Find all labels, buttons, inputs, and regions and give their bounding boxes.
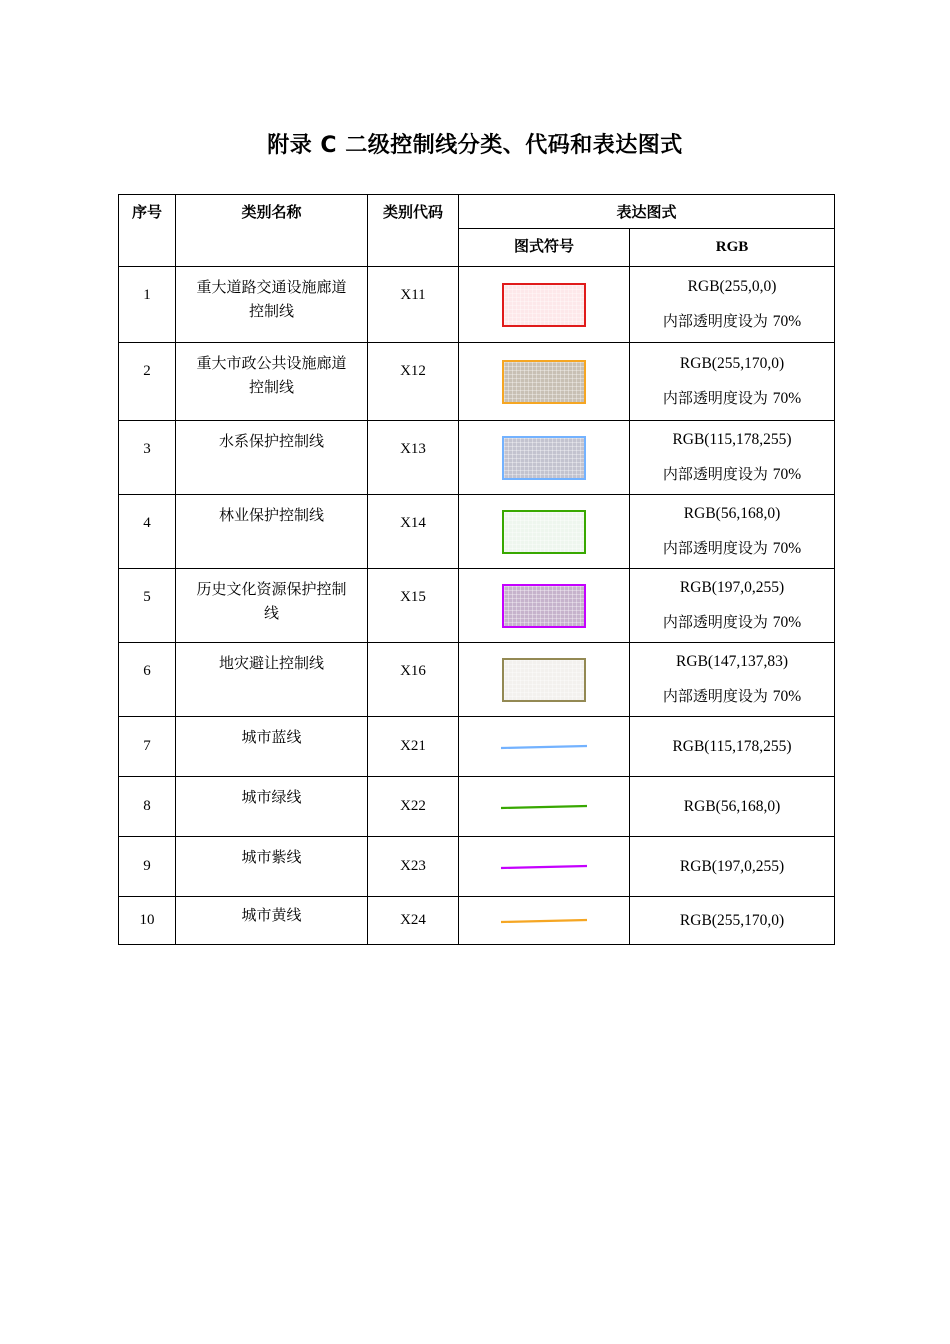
transparency-value: 70% [772, 614, 802, 631]
row-seq: 8 [119, 777, 176, 837]
row-category-code: X13 [368, 421, 459, 495]
transparency-label: 内部透明度设为 [662, 539, 768, 557]
rgb-value: RGB(197,0,255) [679, 857, 785, 875]
rgb-value: RGB(255,0,0) [687, 278, 777, 295]
row-rgb-cell [630, 777, 835, 837]
row-category-name: 地灾避让控制线 [176, 643, 368, 717]
row-seq: 9 [119, 837, 176, 897]
rgb-value: RGB(56,168,0) [683, 505, 781, 522]
row-category-name: 林业保护控制线 [176, 495, 368, 569]
row-rgb-cell [630, 495, 835, 569]
rgb-value: RGB(147,137,83) [676, 653, 788, 670]
row-symbol-cell [459, 897, 630, 945]
rgb-value: RGB(115,178,255) [672, 431, 792, 448]
row-category-code: X16 [368, 643, 459, 717]
table-row [119, 717, 835, 777]
transparency-label: 内部透明度设为 [662, 312, 768, 330]
transparency-value: 70% [772, 688, 802, 705]
row-category-code: X23 [368, 837, 459, 897]
row-category-name: 城市绿线 [176, 777, 368, 837]
row-rgb-cell [630, 717, 835, 777]
rgb-value: RGB(197,0,255) [679, 579, 785, 596]
control-line-table [118, 194, 835, 945]
row-symbol-cell [459, 267, 630, 343]
line-symbol [499, 918, 589, 924]
row-category-code: X24 [368, 897, 459, 945]
header-code: 类别代码 [368, 195, 459, 267]
line-symbol-stroke [501, 866, 587, 868]
row-rgb-cell [630, 421, 835, 495]
header-symbol: 图式符号 [459, 229, 630, 267]
header-expression: 表达图式 [459, 195, 835, 229]
table-row [119, 267, 835, 343]
table-row [119, 643, 835, 717]
row-category-code: X15 [368, 569, 459, 643]
row-category-name: 重大道路交通设施廊道控制线 [176, 267, 368, 343]
rgb-value: RGB(56,168,0) [683, 797, 781, 815]
transparency-note [630, 531, 834, 566]
fill-symbol-swatch [502, 360, 586, 404]
row-seq: 6 [119, 643, 176, 717]
transparency-value: 70% [772, 466, 802, 483]
row-category-name: 历史文化资源保护控制线 [176, 569, 368, 643]
transparency-note [630, 304, 834, 339]
row-symbol-cell [459, 421, 630, 495]
row-rgb-cell [630, 837, 835, 897]
line-symbol-stroke [501, 746, 587, 748]
row-seq: 10 [119, 897, 176, 945]
row-symbol-cell [459, 569, 630, 643]
fill-symbol-swatch [502, 584, 586, 628]
row-symbol-cell [459, 643, 630, 717]
transparency-label: 内部透明度设为 [662, 389, 768, 407]
table-row [119, 897, 835, 945]
transparency-note [630, 457, 834, 492]
row-seq: 3 [119, 421, 176, 495]
row-symbol-cell [459, 343, 630, 421]
row-rgb-cell [630, 643, 835, 717]
row-category-code: X11 [368, 267, 459, 343]
transparency-value: 70% [772, 540, 802, 557]
row-category-name: 城市蓝线 [176, 717, 368, 777]
header-seq: 序号 [119, 195, 176, 267]
fill-symbol-swatch [502, 510, 586, 554]
transparency-label: 内部透明度设为 [662, 687, 768, 705]
transparency-value: 70% [772, 390, 802, 407]
row-rgb-cell [630, 267, 835, 343]
table-row [119, 569, 835, 643]
line-symbol [499, 804, 589, 810]
rgb-value: RGB(115,178,255) [672, 737, 792, 755]
fill-symbol-swatch [502, 436, 586, 480]
table-row [119, 777, 835, 837]
transparency-note [630, 605, 834, 640]
line-symbol-stroke [501, 920, 587, 922]
row-category-code: X12 [368, 343, 459, 421]
rgb-value: RGB(255,170,0) [679, 355, 785, 372]
line-symbol [499, 744, 589, 750]
row-seq: 5 [119, 569, 176, 643]
row-category-name: 城市紫线 [176, 837, 368, 897]
transparency-label: 内部透明度设为 [662, 465, 768, 483]
row-symbol-cell [459, 777, 630, 837]
row-symbol-cell [459, 717, 630, 777]
row-symbol-cell [459, 837, 630, 897]
page-title: 附录 C 二级控制线分类、代码和表达图式 [267, 133, 683, 158]
fill-symbol-swatch [502, 283, 586, 327]
table-row [119, 343, 835, 421]
header-rgb: RGB [630, 229, 835, 267]
header-name: 类别名称 [176, 195, 368, 267]
table-row [119, 421, 835, 495]
transparency-note [630, 381, 834, 416]
row-seq: 4 [119, 495, 176, 569]
row-seq: 2 [119, 343, 176, 421]
line-symbol-stroke [501, 806, 587, 808]
transparency-value: 70% [772, 313, 802, 330]
row-category-name: 重大市政公共设施廊道控制线 [176, 343, 368, 421]
row-seq: 7 [119, 717, 176, 777]
row-category-code: X14 [368, 495, 459, 569]
row-rgb-cell [630, 569, 835, 643]
row-symbol-cell [459, 495, 630, 569]
transparency-label: 内部透明度设为 [662, 613, 768, 631]
rgb-value: RGB(255,170,0) [679, 911, 785, 929]
row-category-code: X21 [368, 717, 459, 777]
transparency-note [630, 679, 834, 714]
table-row [119, 837, 835, 897]
row-category-code: X22 [368, 777, 459, 837]
row-seq: 1 [119, 267, 176, 343]
table-row [119, 495, 835, 569]
row-rgb-cell [630, 343, 835, 421]
row-category-name: 水系保护控制线 [176, 421, 368, 495]
row-rgb-cell [630, 897, 835, 945]
fill-symbol-swatch [502, 658, 586, 702]
row-category-name: 城市黄线 [176, 897, 368, 945]
line-symbol [499, 864, 589, 870]
